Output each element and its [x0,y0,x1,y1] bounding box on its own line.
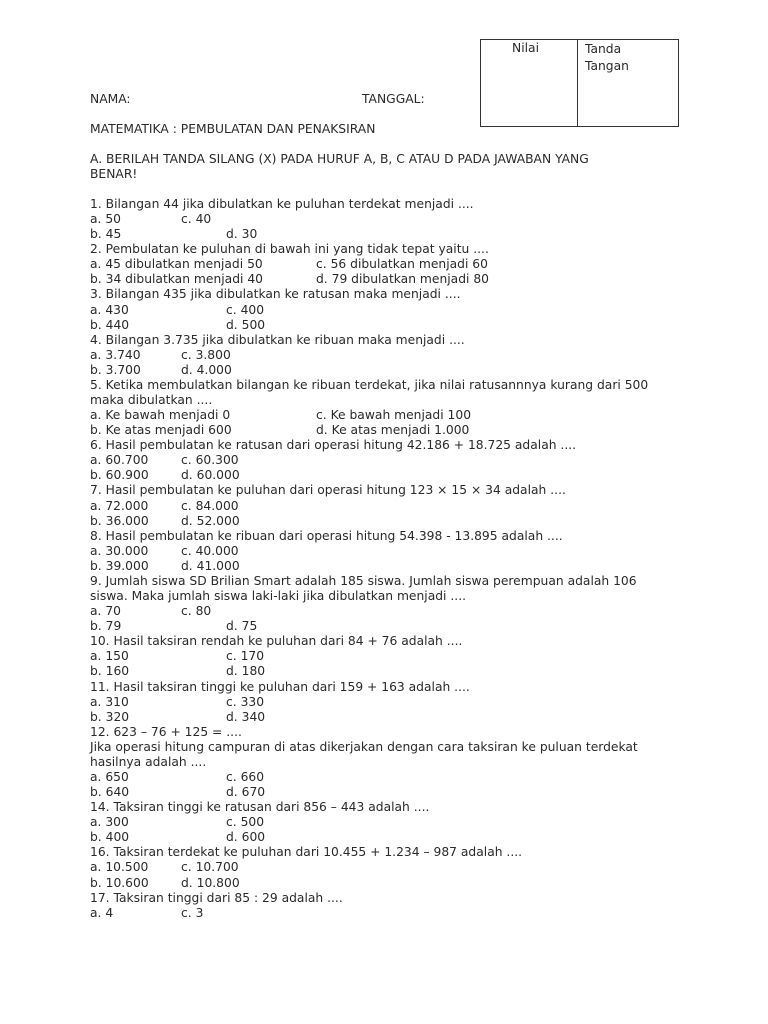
option-row [90,212,750,227]
name-label: NAMA: [90,92,131,106]
question-item [90,800,750,845]
question-item [90,287,750,332]
question-text: 11. Hasil taksiran tinggi ke puluhan dari 159 + 163 adalah .... [90,679,470,694]
option-row [90,272,750,287]
question-text: maka dibulatkan .... [90,393,213,408]
grade-signature-box [480,39,679,127]
answer-option[interactable]: a. 300 [90,815,129,830]
option-row [90,770,750,785]
option-row [90,830,750,845]
signature-label: Tanda Tangan [585,42,629,73]
answer-option[interactable]: a. 45 dibulatkan menjadi 50 [90,257,263,272]
answer-option[interactable]: d. 670 [226,785,266,800]
question-item [90,891,750,921]
option-row [90,860,750,875]
answer-option[interactable]: d. 30 [226,227,258,242]
question-text: hasilnya adalah .... [90,754,207,769]
answer-option[interactable]: c. 3 [181,905,204,920]
answer-option[interactable]: d. 600 [226,830,266,845]
question-text: 17. Taksiran tinggi dari 85 : 29 adalah .... [90,890,343,905]
option-row [90,408,750,423]
answer-option[interactable]: d. 60.000 [181,468,240,483]
answer-option[interactable]: b. 440 [90,317,130,332]
question-text: Jika operasi hitung campuran di atas dikerjakan dengan cara taksiran ke puluan terdekat [90,739,638,754]
question-text: 8. Hasil pembulatan ke ribuan dari operasi hitung 54.398 - 13.895 adalah .... [90,528,563,543]
answer-option[interactable]: c. 500 [226,815,265,830]
question-item [90,725,750,800]
answer-option[interactable]: c. 3.800 [181,347,231,362]
answer-option[interactable]: a. 430 [90,302,129,317]
answer-option[interactable]: d. 41.000 [181,558,240,573]
answer-option[interactable]: b. 36.000 [90,513,149,528]
option-row [90,499,750,514]
answer-option[interactable]: c. 40 [181,212,212,227]
option-row [90,348,750,363]
option-row [90,318,750,333]
answer-option[interactable]: b. Ke atas menjadi 600 [90,423,232,438]
option-row [90,468,750,483]
box-divider [577,40,578,126]
option-row [90,649,750,664]
answer-option[interactable]: c. 400 [226,302,265,317]
answer-option[interactable]: b. 3.700 [90,362,141,377]
question-text: 1. Bilangan 44 jika dibulatkan ke puluhan terdekat menjadi .... [90,197,474,211]
answer-option[interactable]: b. 45 [90,227,122,242]
answer-option[interactable]: a. 50 [90,212,122,227]
option-row [90,710,750,725]
answer-option[interactable]: a. 4 [90,905,114,920]
answer-option[interactable]: d. 500 [226,317,266,332]
question-item [90,438,750,483]
question-text: 2. Pembulatan ke puluhan di bawah ini yang tidak tepat yaitu .... [90,242,489,257]
question-text: 5. Ketika membulatkan bilangan ke ribuan terdekat, jika nilai ratusannnya kurang dari 500 [90,377,649,392]
option-row [90,514,750,529]
option-row [90,695,750,710]
option-row [90,619,750,634]
option-row [90,423,750,438]
answer-option[interactable]: b. 10.600 [90,875,149,890]
answer-option[interactable]: c. 80 [181,604,212,619]
answer-option[interactable]: d. 79 dibulatkan menjadi 80 [316,272,489,287]
answer-option[interactable]: b. 160 [90,664,130,679]
option-row [90,559,750,574]
instruction-line-2: BENAR! [90,167,138,181]
option-row [90,815,750,830]
answer-option[interactable]: a. 30.000 [90,543,149,558]
answer-option[interactable]: d. 75 [226,619,258,634]
answer-option[interactable]: c. 56 dibulatkan menjadi 60 [316,257,488,272]
answer-option[interactable]: d. 52.000 [181,513,240,528]
question-list [90,197,750,921]
instruction-line-1: A. BERILAH TANDA SILANG (X) PADA HURUF A, B, C ATAU D PADA JAWABAN YANG [90,152,589,166]
option-row [90,257,750,272]
grade-label: Nilai [512,41,539,55]
answer-option[interactable]: c. Ke bawah menjadi 100 [316,408,472,423]
answer-option[interactable]: a. 650 [90,769,129,784]
question-text: 7. Hasil pembulatan ke puluhan dari operasi hitung 123 × 15 × 34 adalah .... [90,483,566,498]
answer-option[interactable]: b. 400 [90,830,130,845]
question-text: 16. Taksiran terdekat ke puluhan dari 10.455 + 1.234 – 987 adalah .... [90,845,523,860]
answer-option[interactable]: a. 70 [90,604,122,619]
answer-option[interactable]: a. Ke bawah menjadi 0 [90,408,231,423]
question-text: 14. Taksiran tinggi ke ratusan dari 856 – 443 adalah .... [90,800,430,815]
option-row [90,363,750,378]
question-item [90,197,750,242]
answer-option[interactable]: a. 150 [90,649,129,664]
question-text: 3. Bilangan 435 jika dibulatkan ke ratusan maka menjadi .... [90,287,461,302]
answer-option[interactable]: b. 79 [90,619,122,634]
answer-option[interactable]: a. 10.500 [90,860,149,875]
option-row [90,906,750,921]
question-item [90,333,750,378]
option-row [90,227,750,242]
answer-option[interactable]: a. 3.740 [90,347,141,362]
question-text: 9. Jumlah siswa SD Brilian Smart adalah 185 siswa. Jumlah siswa perempuan adalah 106 [90,573,637,588]
answer-option[interactable]: b. 60.900 [90,468,149,483]
question-item [90,845,750,890]
option-row [90,664,750,679]
question-item [90,378,750,438]
answer-option[interactable]: b. 320 [90,709,130,724]
answer-option[interactable]: c. 60.300 [181,453,239,468]
answer-option[interactable]: d. 4.000 [181,362,232,377]
answer-option[interactable]: b. 640 [90,785,130,800]
answer-option[interactable]: a. 72.000 [90,498,149,513]
answer-option[interactable]: c. 10.700 [181,860,239,875]
answer-option[interactable]: d. 180 [226,664,266,679]
question-text: 6. Hasil pembulatan ke ratusan dari operasi hitung 42.186 + 18.725 adalah .... [90,438,577,453]
answer-option[interactable]: d. 340 [226,709,266,724]
answer-option[interactable]: c. 84.000 [181,498,239,513]
answer-option[interactable]: a. 310 [90,694,129,709]
answer-option[interactable]: b. 39.000 [90,558,149,573]
option-row [90,453,750,468]
answer-option[interactable]: c. 660 [226,769,265,784]
answer-option[interactable]: d. Ke atas menjadi 1.000 [316,423,470,438]
question-item [90,680,750,725]
question-text: siswa. Maka jumlah siswa laki-laki jika dibulatkan menjadi .... [90,589,467,604]
option-row [90,876,750,891]
answer-option[interactable]: c. 170 [226,649,265,664]
option-row [90,604,750,619]
question-item [90,242,750,287]
question-text: 4. Bilangan 3.735 jika dibulatkan ke ribuan maka menjadi .... [90,332,465,347]
question-item [90,574,750,634]
option-row [90,544,750,559]
question-text: 10. Hasil taksiran rendah ke puluhan dari 84 + 76 adalah .... [90,634,463,649]
answer-option[interactable]: d. 10.800 [181,875,240,890]
option-row [90,785,750,800]
question-item [90,529,750,574]
question-item [90,634,750,679]
answer-option[interactable]: b. 34 dibulatkan menjadi 40 [90,272,263,287]
answer-option[interactable]: a. 60.700 [90,453,149,468]
subject-title: MATEMATIKA : PEMBULATAN DAN PENAKSIRAN [90,122,376,136]
option-row [90,303,750,318]
answer-option[interactable]: c. 330 [226,694,265,709]
question-text: 12. 623 – 76 + 125 = .... [90,724,242,739]
answer-option[interactable]: c. 40.000 [181,543,239,558]
question-item [90,483,750,528]
date-label: TANGGAL: [362,92,425,106]
